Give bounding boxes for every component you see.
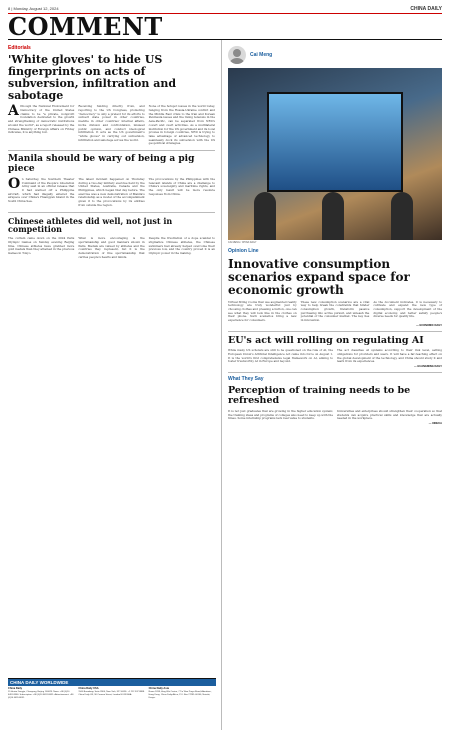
person-silhouette bbox=[391, 192, 413, 240]
paragraph: lthough the National Endowment for Democracy of the United States claims to be "a private, nonprofit foundation dedicated to the growth and strengthening of democratic institutions around the world", as a report released by the Chinese Ministry of Foreign Affairs on Friday indicates, it is anything but. bbox=[8, 104, 75, 135]
footer-col-3 bbox=[149, 688, 216, 700]
footer-col-1 bbox=[8, 688, 75, 700]
opinion-second-col-2: The act classifies AI systems according to their risk level, setting obligations for providers and users. It will have a far-reaching effect on the global development of the technology, and China should study it and learn from its experiences. bbox=[337, 348, 442, 364]
footer-title: CHINA DAILY WORLDWIDE bbox=[8, 679, 216, 686]
footer-col-title: China Daily USA bbox=[78, 687, 99, 690]
opinion-second-col-1: While many US scholars are still to be questioned on the rule of AI, the European Union's Artificial Intelligence Act came into force on August 1. It is the world's first comprehensive legal framework on AI, aiming to foster trustworthy AI in Europe and beyond. bbox=[228, 348, 333, 364]
opinion-lead-col-1: Virtual fitting rooms that use augmented reality technology are truly wonderful: just by choosing clothes and pressing a button, one can see what they will look like in the clothes on their phone. Such scenarios bring a new experience for consumers. bbox=[228, 299, 297, 323]
opinion-third-body bbox=[228, 410, 442, 421]
editorial-third-headline[interactable]: Chinese athletes did well, not just in competition bbox=[8, 215, 173, 235]
editorial-lead-headline[interactable]: 'White gloves' to hide US fingerprints on acts of subversion, infiltration and sabotage bbox=[8, 53, 177, 103]
footer-col-text: 1500 Broadway, Suite 2800, New York, NY 10036. +1 212 537 8888. China Daily UK, 90 Cannon Street, London EC4N 6HA. bbox=[78, 690, 145, 696]
opinion-third-headline[interactable]: Perception of training needs to be refreshed bbox=[228, 385, 411, 407]
footer-col-text: Room 1818, Hing Wai Centre, 7 Tin Wan Praya Road, Aberdeen, Hong Kong. China Daily Africa, P.O. Box 27281-00100, Nairobi, Kenya. bbox=[148, 690, 212, 699]
illustration-caption: CAI MENG / CHINA DAILY bbox=[228, 241, 257, 244]
person-silhouette bbox=[254, 192, 276, 240]
columnist-byline bbox=[228, 46, 442, 64]
divider bbox=[8, 150, 215, 151]
editorial-second-headline[interactable]: Manila should be wary of being a pig piece bbox=[8, 154, 195, 174]
footer-col-2 bbox=[78, 688, 145, 700]
opinion-third-col-2: Universities and enterprises should strengthen their cooperation so that students can acquire practical skills and knowledge that are actually needed in the workplace. bbox=[337, 408, 442, 421]
footer-col-title: China Daily Asia bbox=[148, 687, 169, 690]
dropcap: A bbox=[8, 103, 19, 120]
footer-col-text: 15 Huixin Dongjie, Chaoyang, Beijing 100029. News: +86 (0)10 6491-8366. Subscription: +86 (0)10 6491-8631. Advertisement: +86 (0)10 6491-8631. bbox=[8, 690, 74, 699]
editorials-tag: Editorials bbox=[8, 45, 31, 51]
opinion-third-col-1: It is not just graduates that are growing in the higher education system; the training ideas and programs of colleges also need to keep up with the times. Some internship programs lack real value to students. bbox=[228, 408, 333, 421]
opinion-third-signature: — XINHUA bbox=[428, 422, 442, 426]
footer-columns bbox=[8, 688, 216, 700]
dropcap: O bbox=[8, 175, 21, 192]
divider bbox=[228, 331, 442, 332]
opinion-lead-body bbox=[228, 301, 442, 323]
divider bbox=[8, 212, 215, 213]
opinion-line-tag: Opinion Line bbox=[228, 248, 259, 254]
opinion-second-body bbox=[228, 349, 442, 364]
editorial-lead-body bbox=[8, 105, 215, 146]
masthead bbox=[8, 14, 442, 40]
screen-graphic bbox=[267, 92, 404, 192]
editorial-second-col-1 bbox=[8, 175, 75, 208]
editorial-lead-col-2: Receiving funding directly from, and reporting to the US Congress, promoting "democracy" is only a pretext for its efforts to subvert state power in other countries, meddle in other countries' internal affairs, incite division and confrontation, mislead public opinion, and conduct ideological infiltration. It acts as the US government's "white gloves" in carrying out subversion, infiltration and sabotage across the world. bbox=[78, 104, 145, 142]
editorial-second-body bbox=[8, 175, 215, 208]
cartoon-illustration bbox=[228, 68, 442, 240]
newspaper-page bbox=[8, 4, 442, 743]
editorial-lead-col-3: None of the hotspot issues in the world today, ranging from the Russia-Ukraine conflict and the Middle East crisis to the Iran and Korean Peninsula issues and the rising tensions in the Asia-Pacific, can be separated from NED's covert and overt activities. As a multilateral institution for the US government and its local proxies in foreign countries, NED is trying to take advantage of advanced technology to seamlessly dock its subversion with the US geopolitical strategies. bbox=[148, 104, 215, 146]
opinion-second-signature: — GUANGMING DAILY bbox=[413, 365, 442, 369]
opinion-lead-col-3: As the document indicates, it is necessary to cultivate and expand the new type of consumption, support the development of the digital economy, and better satisfy people's diverse needs for quality life. bbox=[373, 299, 443, 319]
opinion-lead-headline[interactable]: Innovative consumption scenarios expand space for economic growth bbox=[228, 257, 410, 298]
brand-name: CHINA DAILY bbox=[410, 5, 442, 12]
opinion-second-headline[interactable]: EU's act will rolling on regulating AI bbox=[228, 334, 424, 346]
editorial-lead-col-1 bbox=[8, 105, 74, 146]
opinion-lead-col-2: These new consumption scenarios are a vital way to help break the constraints that hinder consumption growth, transform passive purchasing into active pursuit, and unleash the potential of the consumer market. The key lies in innovation. bbox=[300, 299, 370, 323]
avatar bbox=[228, 46, 246, 64]
section-title: COMMENT bbox=[8, 12, 163, 41]
editorials-column bbox=[8, 40, 222, 730]
divider bbox=[228, 372, 442, 373]
editorial-second-col-2: The latest incident happened on Thursday during a two-day military exercise held by the United States, Australia, Canada and the Philippines, which began that day before. The exercise was a new demonstration of Manila's relationship as a model of the accompaniment given it to the provocations by its entities from outside the region. bbox=[78, 176, 145, 207]
editorial-third-col-2: What is more encouraging is the sportsmanship and good manners shown in Paris. Medals are valued by athletes and the countries they represent, but it is the demonstration of fine sportsmanship that carries people's hearts and minds. bbox=[78, 236, 145, 259]
footer-col-title: China Daily bbox=[8, 687, 23, 690]
editorial-third-col-1: The curtain came down on the 2024 Paris Olympic Games on Sunday evening Beijing time. Chinese athletes have grabbed more gold medals than they attained in the previous Games in Tokyo. bbox=[8, 236, 75, 255]
opinion-lead-signature: — ECONOMIC DAILY bbox=[416, 323, 442, 327]
page-number: 8 bbox=[8, 6, 11, 11]
opinion-column bbox=[222, 40, 442, 730]
editorial-third-body bbox=[8, 237, 215, 259]
editorial-second-col-3: The provocations by the Philippines with the relevant islands of China are a challenge to China's sovereignty and maritime rights, and the only result will be more resolute responses from China. bbox=[148, 176, 215, 196]
issue-date: Monday, August 12, 2024 bbox=[13, 6, 59, 11]
what-they-say-tag: What They Say bbox=[228, 376, 264, 383]
paragraph: n Saturday, the Southern Theater Command of the People's Liberation Army said in an official release that it had warned off a Philippine aircraft, which had illegally entered the airspace over China's Huangyan Island in the South China Sea. bbox=[8, 176, 75, 204]
page-info: 8 | Monday, August 12, 2024 bbox=[8, 6, 59, 11]
page-columns bbox=[8, 40, 442, 730]
columnist-name: Cai Meng bbox=[250, 52, 273, 58]
person-silhouette bbox=[322, 192, 344, 240]
footer-box bbox=[8, 678, 216, 730]
editorial-third-col-3: Despite the frustration of a dope scandal to stigmatize Chinese athletes, the Chinese swimmers had already helped overcome their previous low, and the country proved it is an Olympic power in the making. bbox=[148, 236, 215, 255]
